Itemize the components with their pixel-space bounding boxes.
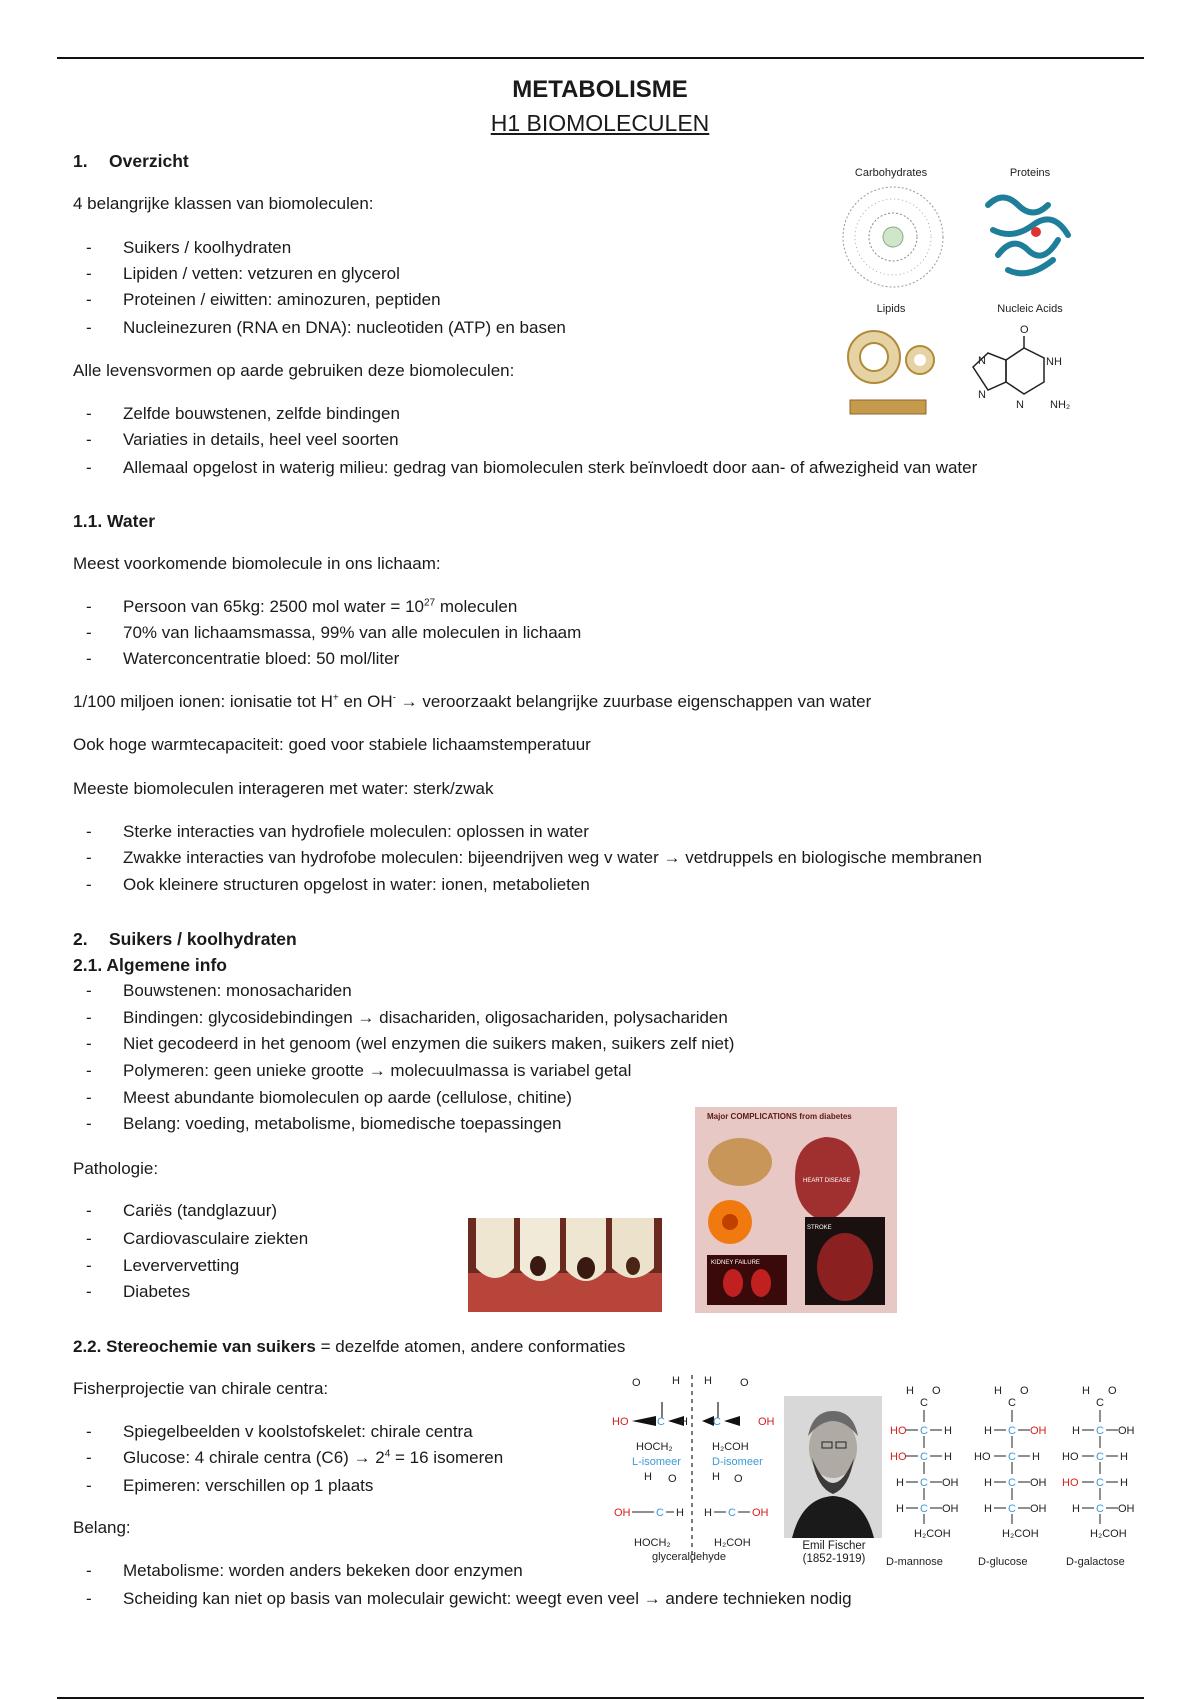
list-item: - Sterke interacties van hydrofiele moleculen: oplossen in water [86, 822, 589, 841]
svg-text:O: O [1020, 1385, 1029, 1397]
svg-text:H: H [944, 1451, 952, 1463]
list-item: - Meest abundante biomoleculen op aarde (cellulose, chitine) [86, 1088, 572, 1107]
guanine-structure-icon [973, 324, 1070, 411]
svg-text:HO: HO [974, 1451, 991, 1463]
list-item: - Zwakke interacties van hydrofobe moleculen: bijeendrijven weg v water → vetdruppels en biologische membranen [86, 848, 982, 867]
water-heading: 1.1. Water [73, 511, 156, 531]
diabetes-complications-poster [695, 1107, 897, 1313]
carbohydrate-icon [843, 187, 943, 287]
svg-text:C: C [920, 1477, 928, 1489]
top-rule [57, 57, 1144, 59]
list-item: - Bouwstenen: monosachariden [86, 981, 352, 1000]
svg-text:C: C [1096, 1503, 1104, 1515]
l-isomer-label: L-isomeer [632, 1456, 681, 1468]
nucleic-acids-label: Nucleic Acids [997, 303, 1063, 315]
list-item: - Spiegelbeelden v koolstofskelet: chirale centra [86, 1422, 473, 1441]
list-item: - Niet gecodeerd in het genoom (wel enzymen die suikers maken, suikers zelf niet) [86, 1034, 735, 1053]
list-item: - Cardiovasculaire ziekten [86, 1229, 309, 1248]
svg-text:H: H [906, 1385, 914, 1397]
svg-text:OH: OH [758, 1416, 775, 1428]
svg-text:OH: OH [1030, 1477, 1047, 1489]
list-item: - Variaties in details, heel veel soorten [86, 430, 399, 449]
list-item: - Belang: voeding, metabolisme, biomedische toepassingen [86, 1114, 562, 1133]
lipid-icon [848, 331, 934, 414]
svg-text:OH: OH [1030, 1425, 1047, 1437]
svg-text:H: H [1032, 1451, 1040, 1463]
mannose-label: D-mannose [886, 1556, 943, 1568]
list-item: - Bindingen: glycosidebindingen → disachariden, oligosachariden, polysachariden [86, 1008, 728, 1027]
svg-text:HO: HO [890, 1451, 907, 1463]
svg-text:O: O [932, 1385, 941, 1397]
glucose-label: D-glucose [978, 1556, 1028, 1568]
svg-text:C: C [1008, 1397, 1016, 1409]
svg-text:H: H [984, 1477, 992, 1489]
svg-text:OH: OH [942, 1477, 959, 1489]
list-item: - Suikers / koolhydraten [86, 238, 292, 257]
section2-subheading: 2.1. Algemene info [73, 955, 227, 975]
svg-text:HOCH₂: HOCH₂ [634, 1537, 671, 1549]
fischer-caption: Emil Fischer (1852-1919) [802, 1540, 866, 1565]
svg-text:C: C [920, 1425, 928, 1437]
svg-text:C: C [1008, 1451, 1016, 1463]
svg-text:H₂COH: H₂COH [712, 1441, 749, 1453]
svg-text:O: O [1020, 324, 1029, 336]
glyceraldehyde-figure [610, 1370, 782, 1570]
list-item: - Scheiding kan niet op basis van moleculair gewicht: weegt even veel → andere technieken nodig [86, 1589, 852, 1608]
list-item: - Proteinen / eiwitten: aminozuren, peptiden [86, 290, 441, 309]
svg-text:C: C [1008, 1503, 1016, 1515]
list-item: - Waterconcentratie bloed: 50 mol/liter [86, 649, 400, 668]
caries-teeth-photo [468, 1218, 662, 1312]
svg-text:H: H [712, 1471, 720, 1483]
svg-text:H: H [994, 1385, 1002, 1397]
poster-kidney-label: KIDNEY FAILURE [711, 1260, 760, 1266]
svg-text:C: C [728, 1507, 736, 1519]
biomolecules-figure [838, 160, 1118, 430]
glyceraldehyde-label: glyceraldehyde [652, 1551, 726, 1563]
section1-heading: 1. Overzicht [73, 151, 189, 171]
svg-text:O: O [668, 1473, 677, 1485]
mannose-structure [886, 1385, 959, 1568]
list-item: - Diabetes [86, 1282, 191, 1301]
svg-text:N: N [1016, 399, 1024, 411]
page-subtitle: H1 BIOMOLECULEN [490, 110, 710, 136]
svg-text:H₂COH: H₂COH [914, 1528, 951, 1540]
list-item: - Metabolisme: worden anders bekeken door enzymen [86, 1561, 523, 1580]
pathology-label: Pathologie: [73, 1159, 159, 1178]
list-item: - Ook kleinere structuren opgelost in water: ionen, metabolieten [86, 875, 590, 894]
svg-text:OH: OH [752, 1507, 769, 1519]
fisher-intro: Fisherprojectie van chirale centra: [73, 1379, 329, 1398]
poster-title: Major COMPLICATIONS from diabetes [707, 1112, 852, 1121]
svg-text:H: H [680, 1416, 688, 1428]
svg-text:C: C [713, 1416, 721, 1428]
bottom-rule [57, 1697, 1144, 1699]
svg-text:H: H [1072, 1503, 1080, 1515]
svg-text:H: H [984, 1503, 992, 1515]
svg-text:H: H [644, 1471, 652, 1483]
svg-text:H: H [1120, 1451, 1128, 1463]
svg-text:NH₂: NH₂ [1050, 399, 1071, 411]
water-interact: Meeste biomoleculen interageren met water: sterk/zwak [73, 779, 494, 798]
svg-text:HO: HO [612, 1416, 629, 1428]
svg-text:H₂COH: H₂COH [714, 1537, 751, 1549]
page-title: METABOLISME [512, 76, 688, 103]
svg-text:C: C [656, 1507, 664, 1519]
svg-text:O: O [734, 1473, 743, 1485]
lipids-label: Lipids [876, 303, 906, 315]
poster-heart-label: HEART DISEASE [803, 1178, 851, 1184]
svg-text:HO: HO [890, 1425, 907, 1437]
svg-text:H: H [1082, 1385, 1090, 1397]
svg-text:OH: OH [1030, 1503, 1047, 1515]
list-item: - Cariës (tandglazuur) [86, 1201, 278, 1220]
svg-text:C: C [920, 1451, 928, 1463]
galactose-structure [1062, 1385, 1135, 1568]
proteins-label: Proteins [1009, 167, 1051, 179]
svg-text:H: H [676, 1507, 684, 1519]
list-item: - Lipiden / vetten: vetzuren en glycerol [86, 264, 400, 283]
svg-text:NH: NH [1046, 356, 1062, 368]
belang-label: Belang: [73, 1518, 131, 1537]
svg-text:H: H [944, 1425, 952, 1437]
list-item: - Polymeren: geen unieke grootte → molecuulmassa is variabel getal [86, 1061, 632, 1080]
glucose-structure [974, 1385, 1047, 1568]
list-item: - 70% van lichaamsmassa, 99% van alle moleculen in lichaam [86, 623, 582, 642]
svg-text:C: C [920, 1503, 928, 1515]
svg-text:C: C [1008, 1425, 1016, 1437]
svg-text:H: H [672, 1375, 680, 1387]
galactose-label: D-galactose [1066, 1556, 1125, 1568]
svg-text:C: C [1096, 1477, 1104, 1489]
list-item: - Epimeren: verschillen op 1 plaats [86, 1476, 374, 1495]
svg-text:O: O [1108, 1385, 1117, 1397]
svg-text:H: H [704, 1507, 712, 1519]
svg-text:OH: OH [1118, 1503, 1135, 1515]
svg-text:HO: HO [1062, 1451, 1079, 1463]
svg-text:H: H [1072, 1425, 1080, 1437]
svg-text:C: C [1008, 1477, 1016, 1489]
section1-intro2: Alle levensvormen op aarde gebruiken deze biomoleculen: [73, 361, 515, 380]
svg-text:OH: OH [942, 1503, 959, 1515]
protein-icon [988, 198, 1068, 274]
svg-text:H₂COH: H₂COH [1090, 1528, 1127, 1540]
svg-text:N: N [978, 355, 986, 367]
svg-text:H: H [896, 1477, 904, 1489]
svg-text:H: H [896, 1503, 904, 1515]
hexose-fischer-projections [884, 1380, 1152, 1580]
d-isomer-label: D-isomeer [712, 1456, 763, 1468]
svg-text:H: H [984, 1425, 992, 1437]
svg-text:O: O [632, 1377, 641, 1389]
list-item: - Nucleinezuren (RNA en DNA): nucleotiden (ATP) en basen [86, 318, 566, 337]
emil-fischer-portrait [784, 1396, 882, 1542]
water-ions: 1/100 miljoen ionen: ionisatie tot H+ en OH- → veroorzaakt belangrijke zuurbase eigenschappen van water [73, 692, 872, 711]
svg-text:C: C [1096, 1397, 1104, 1409]
svg-text:C: C [1096, 1451, 1104, 1463]
poster-stroke-label: STROKE [807, 1225, 832, 1231]
svg-text:H₂COH: H₂COH [1002, 1528, 1039, 1540]
water-intro: Meest voorkomende biomolecule in ons lichaam: [73, 554, 441, 573]
water-heat: Ook hoge warmtecapaciteit: goed voor stabiele lichaamstemperatuur [73, 735, 591, 754]
svg-text:N: N [978, 389, 986, 401]
list-item: - Allemaal opgelost in waterig milieu: gedrag van biomoleculen sterk beïnvloedt door aan- of afwezigheid van water [86, 458, 978, 477]
svg-text:OH: OH [614, 1507, 631, 1519]
list-item: - Persoon van 65kg: 2500 mol water = $10^{27}$ moleculen [86, 597, 518, 616]
section2-heading: 2. Suikers / koolhydraten [73, 929, 297, 949]
svg-text:OH: OH [1118, 1425, 1135, 1437]
svg-text:H: H [1120, 1477, 1128, 1489]
svg-text:H: H [704, 1375, 712, 1387]
svg-text:C: C [1096, 1425, 1104, 1437]
list-item: - Zelfde bouwstenen, zelfde bindingen [86, 404, 400, 423]
svg-text:C: C [657, 1416, 665, 1428]
svg-text:HO: HO [1062, 1477, 1079, 1489]
svg-text:HOCH₂: HOCH₂ [636, 1441, 673, 1453]
section1-intro: 4 belangrijke klassen van biomoleculen: [73, 194, 374, 213]
list-item: - Glucose: 4 chirale centra $(C6) \to 2^4 = 16$ isomeren [86, 1448, 504, 1467]
carbohydrates-label: Carbohydrates [854, 167, 928, 179]
list-item: - Leververvetting [86, 1256, 240, 1275]
svg-text:O: O [740, 1377, 749, 1389]
stereo-heading: 2.2. Stereochemie van suikers = dezelfde atomen, andere conformaties [73, 1337, 626, 1356]
svg-text:C: C [920, 1397, 928, 1409]
